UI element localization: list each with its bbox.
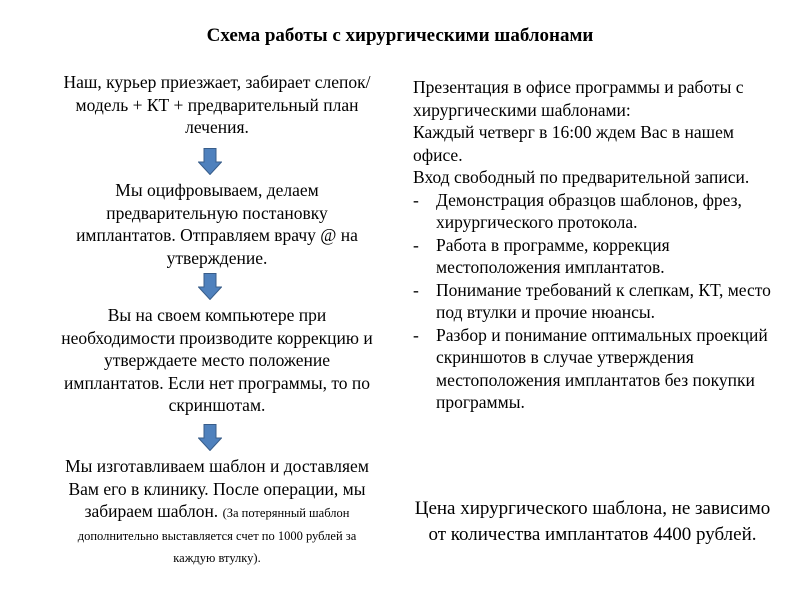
workflow-step-4 (58, 455, 376, 568)
step-text: Вы на своем компьютере при необходимости производите коррекцию и утверждаете место положение имплантатов. Если нет программы, то по скриншотам. (61, 305, 373, 415)
workflow-step-1 (58, 71, 376, 139)
presentation-schedule: Каждый четверг в 16:00 ждем Вас в нашем офисе. (413, 122, 734, 165)
down-arrow-icon (198, 424, 222, 451)
presentation-entry: Вход свободный по предварительной записи. (413, 167, 750, 187)
step-main-text: Мы изготавливаем шаблон и доставляем Вам его в клинику. После операции, мы забираем шаблон. (65, 456, 369, 521)
list-item (413, 324, 785, 414)
bullet-dash: - (413, 279, 419, 300)
down-arrow-icon (198, 148, 222, 175)
step-text: Наш, курьер приезжает, забирает слепок/модель + КТ + предварительный план лечения. (63, 72, 371, 137)
list-item-text: Демонстрация образцов шаблонов, фрез, хирургического протокола. (436, 189, 742, 232)
presentation-bullet-list (413, 189, 785, 414)
lost-template-note: (За потерянный шаблон дополнительно выставляется счет по 1000 рублей за каждую втулку). (77, 506, 357, 565)
list-item (413, 234, 785, 279)
down-arrow-icon (198, 273, 222, 300)
presentation-heading: Презентация в офисе программы и работы с хирургическими шаблонами: (413, 77, 744, 120)
list-item (413, 279, 785, 324)
list-item-text: Разбор и понимание оптимальных проекций скриншотов в случае утверждения местоположения имплантатов без покупки программы. (436, 324, 768, 412)
presentation-info (413, 76, 785, 414)
step-text (58, 455, 376, 568)
price-text: Цена хирургического шаблона, не зависимо от количества имплантатов 4400 рублей. (414, 498, 771, 545)
list-item (413, 189, 785, 234)
step-text: Мы оцифровываем, делаем предварительную постановку имплантатов. Отправляем врачу @ на утверждение. (76, 180, 358, 268)
list-item-text: Понимание требований к слепкам, КТ, место под втулки и прочие нюансы. (436, 279, 771, 322)
bullet-dash: - (413, 234, 419, 255)
bullet-dash: - (413, 324, 419, 345)
workflow-step-2 (58, 179, 376, 269)
workflow-step-3 (58, 304, 376, 417)
slide-title: Схема работы с хирургическими шаблонами (206, 25, 594, 46)
list-item-text: Работа в программе, коррекция местоположения имплантатов. (436, 234, 670, 277)
bullet-dash: - (413, 189, 419, 210)
